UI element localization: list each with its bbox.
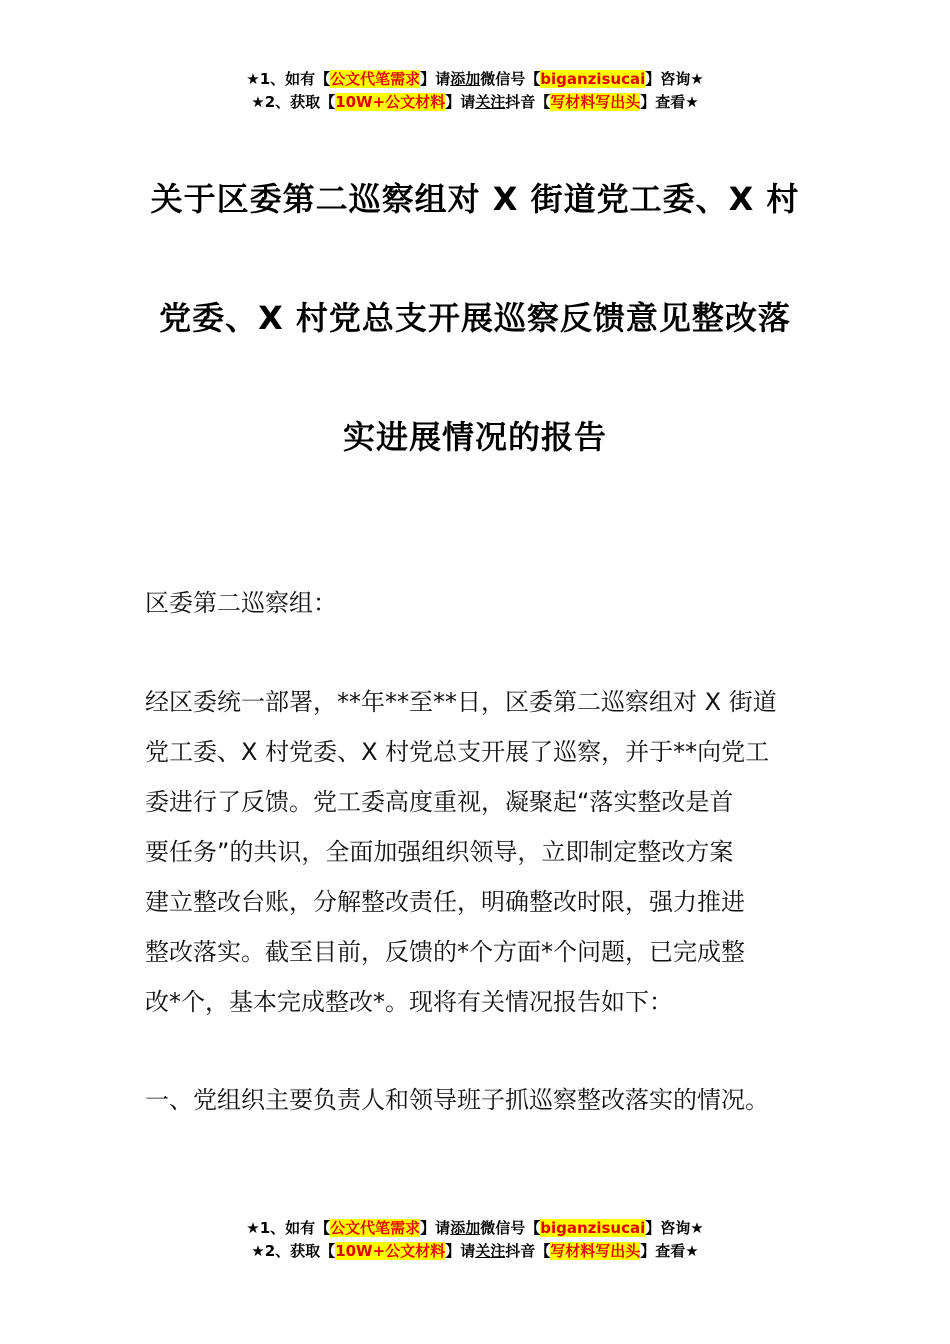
banner-line-1: ★1、如有【公文代笔需求】请添加微信号【biganzisucai】咨询★ [246,70,704,88]
paragraph-line: 党工委、X 村党委、X 村党总支开展了巡察，并于**向党工 [145,738,770,766]
banner-line-1: ★1、如有【公文代笔需求】请添加微信号【biganzisucai】咨询★ [246,1219,704,1237]
section-heading: 一、党组织主要负责人和领导班子抓巡察整改落实的情况。 [145,1086,769,1114]
paragraph-line: 整改落实。截至目前，反馈的*个方面*个问题，已完成整 [145,938,745,966]
banner-highlight-materials: 10W+公文材料 [335,93,446,111]
banner-highlight-douyin: 写材料写出头 [550,1242,641,1260]
salutation: 区委第二巡察组： [145,589,337,617]
title-line: 党委、X 村党总支开展巡察反馈意见整改落 [159,299,791,337]
paragraph-line: 建立整改台账，分解整改责任，明确整改时限，强力推进 [145,888,745,916]
banner-highlight-materials: 10W+公文材料 [335,1242,446,1260]
banner-highlight-douyin: 写材料写出头 [550,93,641,111]
document-title [130,140,820,497]
banner-highlight-wechat-id: biganzisucai [540,70,646,88]
paragraph-line: 改*个，基本完成整改*。现将有关情况报告如下： [145,988,673,1016]
paragraph-line: 要任务”的共识，全面加强组织领导，立即制定整改方案 [145,838,734,866]
footer-banner [0,1217,950,1263]
banner-highlight-service: 公文代笔需求 [330,70,421,88]
banner-highlight-wechat-id: biganzisucai [540,1219,646,1237]
title-line: 实进展情况的报告 [342,418,607,456]
body-paragraph [145,677,810,1027]
banner-highlight-service: 公文代笔需求 [330,1219,421,1237]
title-line: 关于区委第二巡察组对 X 街道党工委、X 村 [150,180,800,218]
paragraph-line: 经区委统一部署，**年**至**日，区委第二巡察组对 X 街道 [145,688,777,716]
header-banner [0,68,950,114]
banner-line-2: ★2、获取【10W+公文材料】请关注抖音【写材料写出头】查看★ [251,93,699,111]
banner-line-2: ★2、获取【10W+公文材料】请关注抖音【写材料写出头】查看★ [251,1242,699,1260]
paragraph-line: 委进行了反馈。党工委高度重视，凝聚起“落实整改是首 [145,788,734,816]
